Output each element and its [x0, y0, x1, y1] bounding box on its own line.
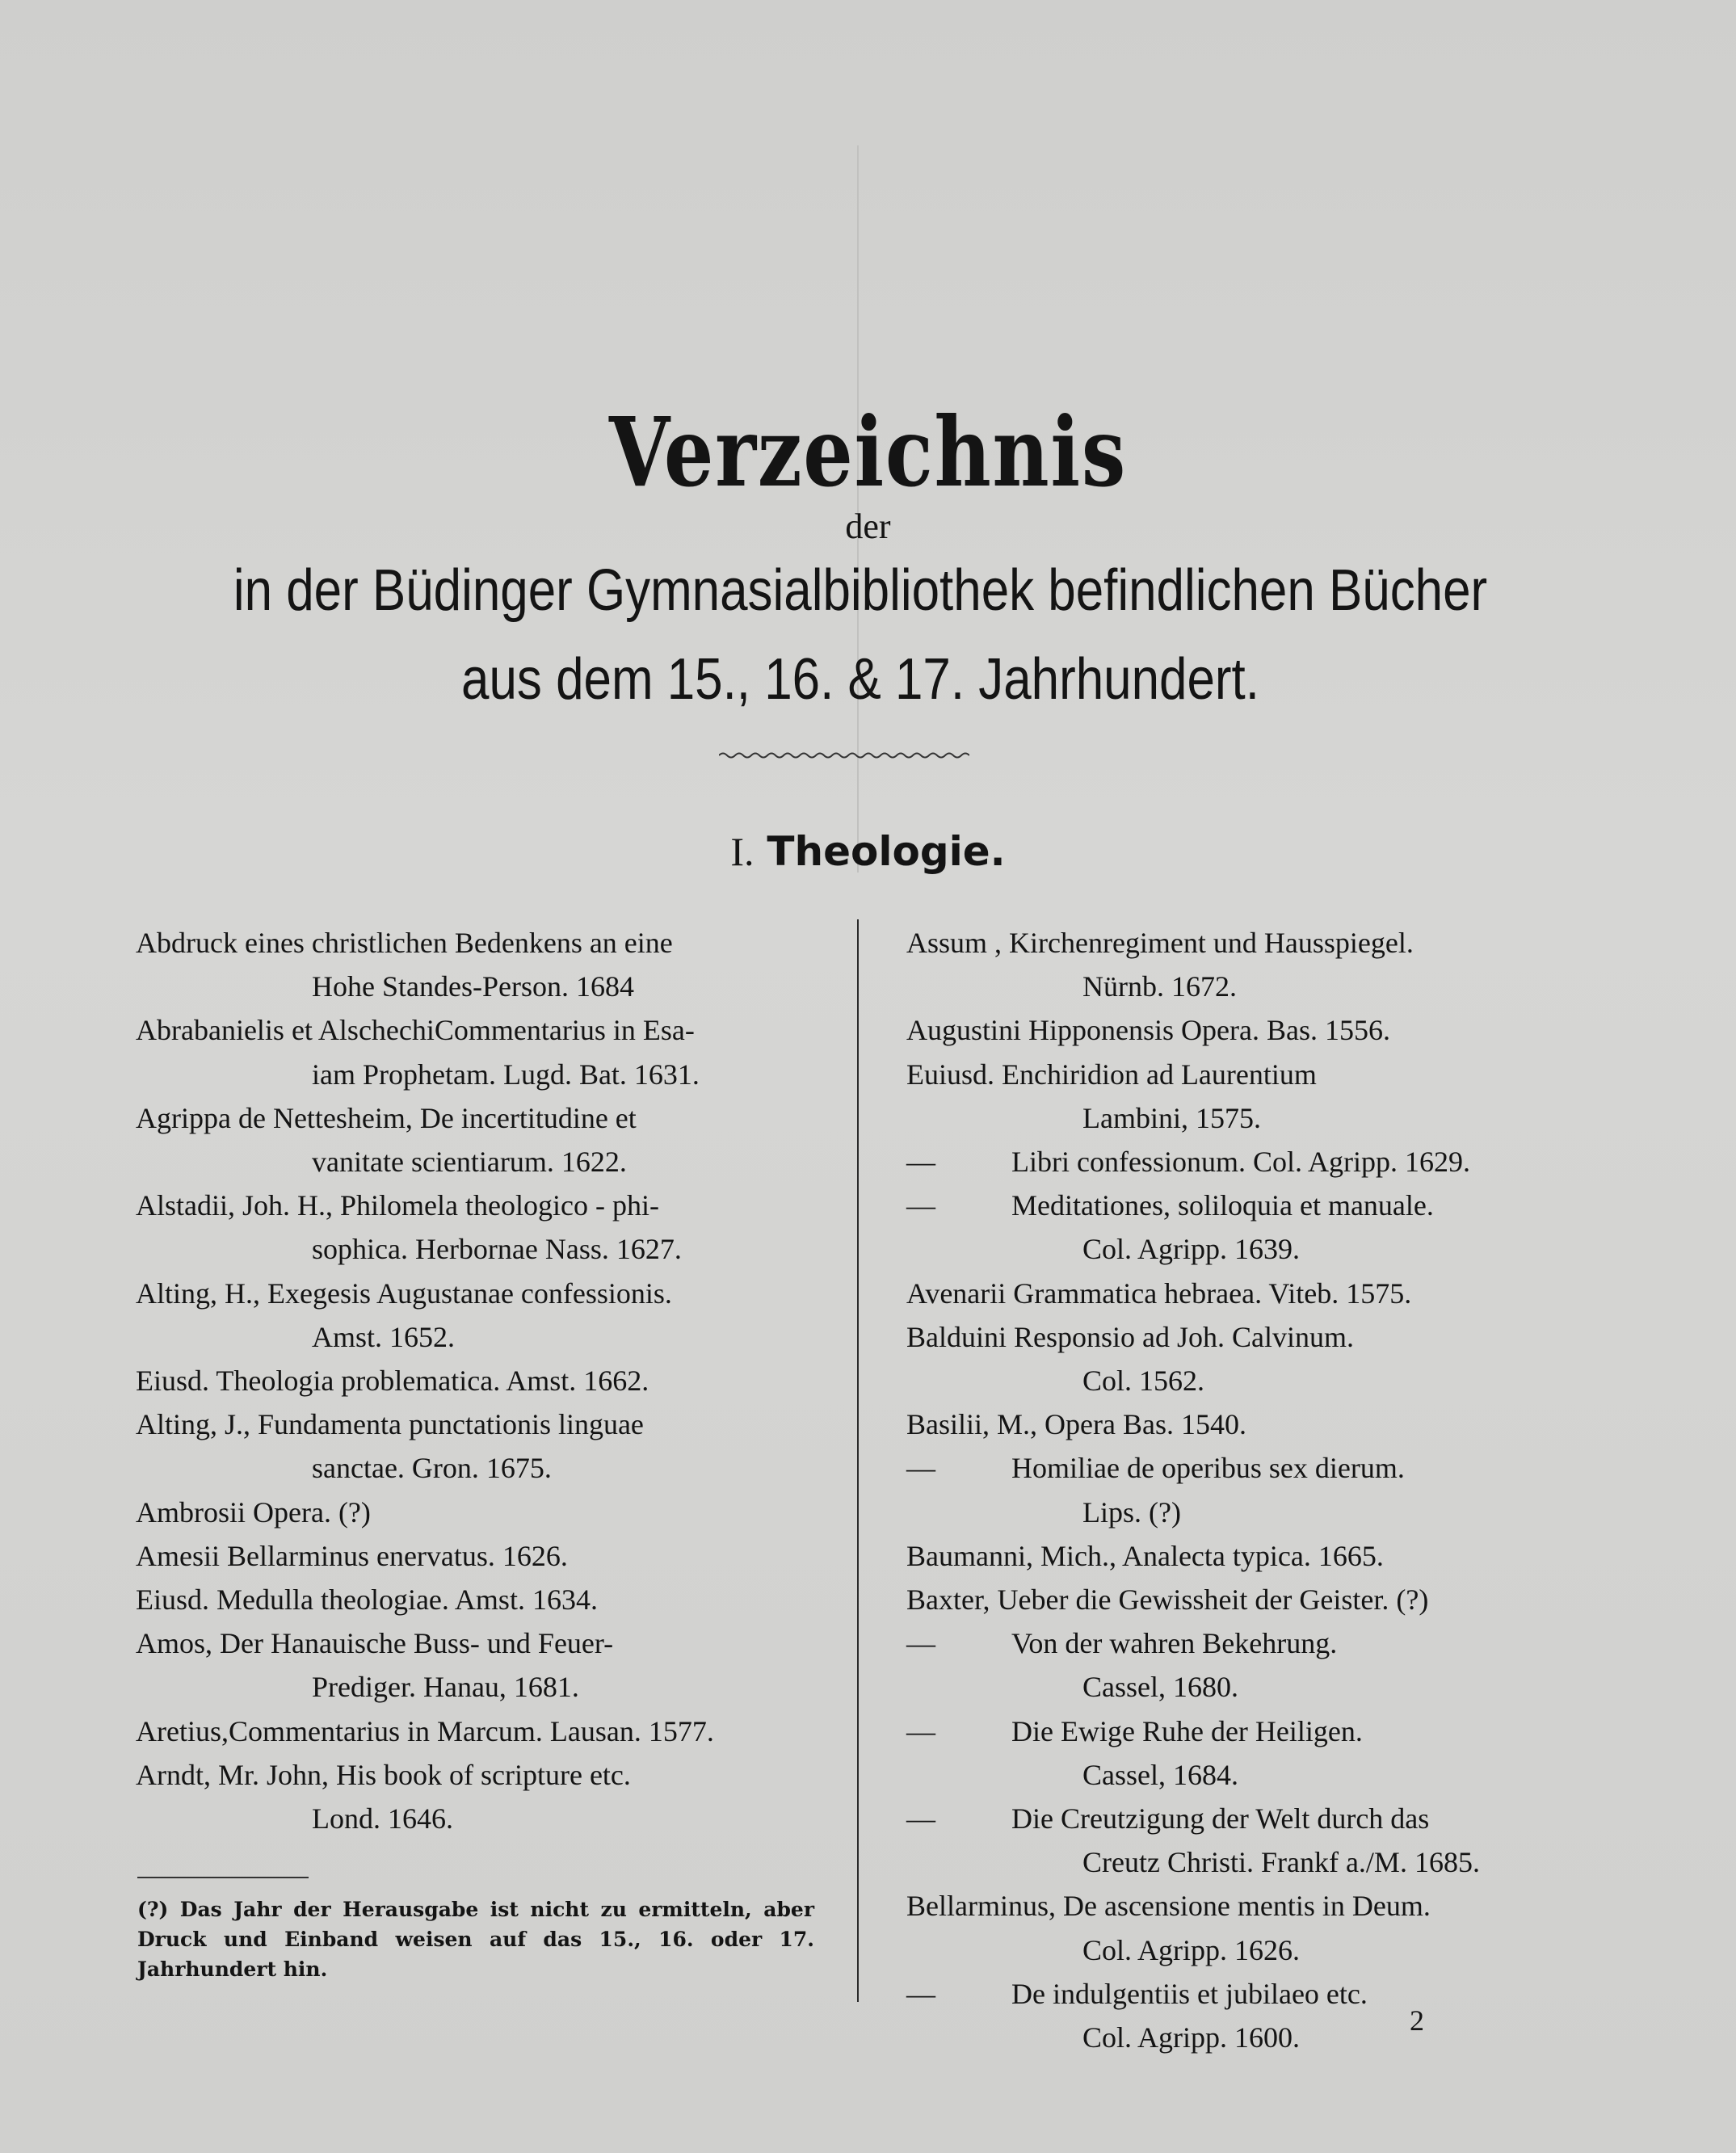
entry-text: Ambrosii Opera. (?) — [136, 1495, 371, 1529]
ditto-dash: — — [906, 1189, 935, 1222]
entry-text: Assum , Kirchenregiment und Hausspiegel. — [906, 927, 1414, 959]
entry-text: Agrippa de Nettesheim, De incertitudine et — [136, 1101, 637, 1134]
entry-text: Amos, Der Hanauische Buss- und Feuer- — [136, 1627, 614, 1660]
entry-text: Eiusd. Medulla theologiae. Amst. 1634. — [136, 1583, 598, 1617]
entry-text: Baxter, Ueber die Gewissheit der Geister. (?) — [906, 1583, 1429, 1617]
entry-text: Basilii, M., Opera Bas. 1540. — [906, 1408, 1246, 1441]
left-column — [136, 921, 813, 1840]
catalog-entry — [906, 1402, 1589, 1446]
entry-continuation: Cassel, 1680. — [1082, 1671, 1238, 1704]
entry-continuation: Col. Agripp. 1600. — [1082, 2021, 1301, 2054]
section-name: Theologie. — [767, 828, 1006, 875]
entry-text: Libri confessionum. Col. Agripp. 1629. — [1011, 1146, 1470, 1179]
ornament-squiggle — [719, 750, 969, 761]
catalog-entry — [906, 1446, 1589, 1533]
catalog-entry — [136, 1491, 813, 1534]
entry-continuation: Lips. (?) — [1082, 1495, 1181, 1529]
right-column — [906, 921, 1589, 2059]
entry-text: Eiusd. Theologia problematica. Amst. 1662. — [136, 1365, 649, 1398]
catalog-entry — [136, 1184, 813, 1271]
entry-text: Homiliae de operibus sex dierum. — [1011, 1452, 1405, 1485]
catalog-entry — [906, 1972, 1589, 2059]
entry-text: Balduini Responsio ad Joh. Calvinum. — [906, 1320, 1354, 1353]
entry-text: Alting, H., Exegesis Augustanae confessionis. — [136, 1276, 672, 1310]
entry-text: Arndt, Mr. John, His book of scripture etc. — [136, 1758, 631, 1791]
catalog-entry — [906, 1053, 1589, 1140]
catalog-entry — [906, 1184, 1589, 1271]
catalog-entry — [136, 1272, 813, 1359]
entry-text: Meditationes, soliloquia et manuale. — [1011, 1189, 1434, 1222]
catalog-entry — [906, 1709, 1589, 1797]
entry-continuation: Creutz Christi. Frankf a./M. 1685. — [1082, 1846, 1480, 1879]
ditto-dash: — — [906, 1977, 935, 2010]
entry-text: Die Creutzigung der Welt durch das — [1011, 1802, 1430, 1836]
catalog-entry — [136, 1534, 813, 1578]
catalog-entry — [906, 1534, 1589, 1578]
ditto-dash: — — [906, 1714, 935, 1747]
ditto-dash: — — [906, 1146, 935, 1179]
entry-continuation: vanitate scientiarum. 1622. — [312, 1146, 627, 1179]
entry-continuation: Cassel, 1684. — [1082, 1758, 1238, 1791]
entry-continuation: Prediger. Hanau, 1681. — [312, 1671, 579, 1704]
section-heading — [0, 828, 1736, 875]
catalog-entry — [906, 1008, 1589, 1052]
catalog-entry — [906, 1140, 1589, 1184]
catalog-entry — [906, 1884, 1589, 1971]
entry-continuation: Nürnb. 1672. — [1082, 970, 1237, 1003]
catalog-entry — [136, 1359, 813, 1402]
title-line-1: in der Büdinger Gymnasialbibliothek befindlichen Bücher — [233, 558, 1488, 623]
catalog-entry — [906, 1578, 1589, 1621]
entry-text: Augustini Hipponensis Opera. Bas. 1556. — [906, 1014, 1390, 1047]
entry-text: Bellarminus, De ascensione mentis in Deum. — [906, 1890, 1431, 1923]
entry-continuation: iam Prophetam. Lugd. Bat. 1631. — [312, 1058, 700, 1091]
ditto-dash: — — [906, 1452, 935, 1485]
catalog-entry — [136, 1621, 813, 1709]
entry-text: Die Ewige Ruhe der Heiligen. — [1011, 1714, 1363, 1747]
entry-text: Avenarii Grammatica hebraea. Viteb. 1575. — [906, 1276, 1412, 1310]
page-number: 2 — [1410, 2004, 1424, 2037]
entry-text: De indulgentiis et jubilaeo etc. — [1011, 1977, 1368, 2010]
entry-continuation: Col. 1562. — [1082, 1365, 1205, 1398]
catalog-entry — [906, 1315, 1589, 1402]
entry-text: Abrabanielis et AlschechiCommentarius in Esa- — [136, 1014, 695, 1047]
catalog-entry — [906, 1621, 1589, 1709]
footnote: (?) Das Jahr der Herausgabe ist nicht zu ermitteln, aber Druck und Einband weisen auf das 15., 16. oder 17. Jahrhundert hin. — [137, 1898, 814, 1981]
entry-text: Baumanni, Mich., Analecta typica. 1665. — [906, 1539, 1384, 1572]
entry-continuation: Lond. 1646. — [312, 1802, 453, 1836]
catalog-entry — [136, 921, 813, 1008]
entry-text: Aretius,Commentarius in Marcum. Lausan. 1577. — [136, 1714, 714, 1747]
entry-continuation: Amst. 1652. — [312, 1320, 456, 1353]
catalog-entry — [906, 1797, 1589, 1884]
entry-text: Von der wahren Bekehrung. — [1011, 1627, 1338, 1660]
catalog-entry — [136, 1008, 813, 1095]
entry-continuation: Lambini, 1575. — [1082, 1101, 1261, 1134]
title-line-2: aus dem 15., 16. & 17. Jahrhundert. — [461, 647, 1259, 712]
ditto-dash: — — [906, 1802, 935, 1836]
entry-continuation: Col. Agripp. 1639. — [1082, 1233, 1301, 1266]
title-der: der — [845, 507, 891, 546]
entry-text: Amesii Bellarminus enervatus. 1626. — [136, 1539, 568, 1572]
entry-continuation: sanctae. Gron. 1675. — [312, 1452, 552, 1485]
catalog-entry — [136, 1709, 813, 1753]
catalog-entry — [906, 1272, 1589, 1315]
entry-text: Abdruck eines christlichen Bedenkens an eine — [136, 927, 673, 959]
catalog-entry — [136, 1096, 813, 1184]
entry-continuation: Hohe Standes-Person. 1684 — [312, 970, 634, 1003]
catalog-entry — [136, 1753, 813, 1840]
section-number: I. — [730, 829, 755, 874]
column-divider — [857, 919, 859, 2002]
entry-text: Euiusd. Enchiridion ad Laurentium — [906, 1058, 1317, 1091]
catalog-entry — [136, 1402, 813, 1490]
footnote-rule — [137, 1877, 309, 1878]
entry-text: Alstadii, Joh. H., Philomela theologico - phi- — [136, 1189, 659, 1222]
catalog-entry — [906, 921, 1589, 1008]
entry-continuation: Col. Agripp. 1626. — [1082, 1933, 1301, 1966]
catalog-entry — [136, 1578, 813, 1621]
entry-text: Alting, J., Fundamenta punctationis linguae — [136, 1408, 644, 1441]
entry-continuation: sophica. Herbornae Nass. 1627. — [312, 1233, 682, 1266]
ditto-dash: — — [906, 1627, 935, 1660]
page-title: Verzeichnis — [609, 396, 1127, 508]
